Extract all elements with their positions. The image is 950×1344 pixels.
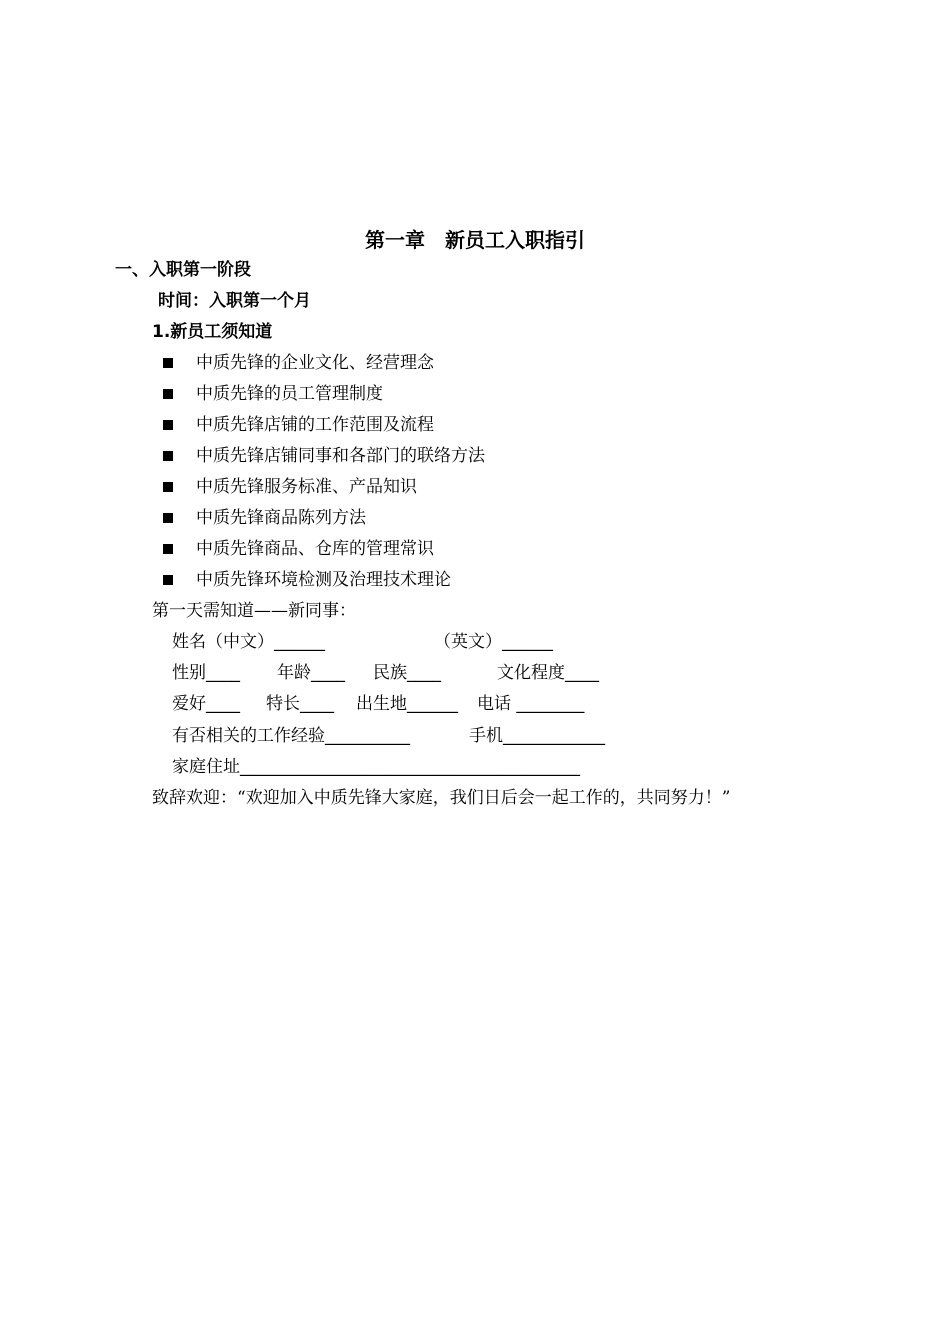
square-bullet-icon <box>163 544 173 554</box>
list-item <box>163 537 434 561</box>
subsection-heading: 1.新员工须知道 <box>152 322 273 342</box>
square-bullet-icon <box>163 358 173 368</box>
welcome-line: 致辞欢迎：“欢迎加入中质先锋大家庭，我们日后会一起工作的，共同努力！” <box>152 788 731 808</box>
square-bullet-icon <box>163 420 173 430</box>
phone-field: 电话 ________ <box>477 694 585 714</box>
hobby-field: 爱好____ <box>172 694 240 714</box>
section-heading: 一、入职第一阶段 <box>115 260 251 280</box>
birthplace-field: 出生地______ <box>356 694 458 714</box>
name-cn-field: 姓名（中文）______ <box>172 632 325 652</box>
list-item-text: 中质先锋的员工管理制度 <box>196 384 383 404</box>
ethnicity-field: 民族____ <box>373 663 441 683</box>
square-bullet-icon <box>163 482 173 492</box>
square-bullet-icon <box>163 389 173 399</box>
list-item-text: 中质先锋店铺的工作范围及流程 <box>196 415 434 435</box>
list-item <box>163 413 434 437</box>
list-item <box>163 444 485 468</box>
list-item-text: 中质先锋商品、仓库的管理常识 <box>196 539 434 559</box>
first-day-line: 第一天需知道——新同事： <box>152 601 356 621</box>
address-field: 家庭住址________________________________________ <box>172 757 580 777</box>
list-item-text: 中质先锋服务标准、产品知识 <box>196 477 417 497</box>
list-item <box>163 568 451 592</box>
specialty-field: 特长____ <box>266 694 334 714</box>
list-item <box>163 475 417 499</box>
list-item <box>163 351 434 375</box>
page-title: 第一章 新员工入职指引 <box>365 228 585 252</box>
list-item-text: 中质先锋店铺同事和各部门的联络方法 <box>196 446 485 466</box>
square-bullet-icon <box>163 575 173 585</box>
mobile-field: 手机____________ <box>469 726 605 746</box>
gender-field: 性别____ <box>172 663 240 683</box>
list-item <box>163 382 383 406</box>
age-field: 年龄____ <box>277 663 345 683</box>
list-item-text: 中质先锋商品陈列方法 <box>196 508 366 528</box>
square-bullet-icon <box>163 513 173 523</box>
list-item-text: 中质先锋的企业文化、经营理念 <box>196 353 434 373</box>
time-line: 时间：入职第一个月 <box>158 291 311 311</box>
list-item-text: 中质先锋环境检测及治理技术理论 <box>196 570 451 590</box>
name-en-field: （英文）______ <box>434 632 553 652</box>
list-item <box>163 506 366 530</box>
experience-field: 有否相关的工作经验__________ <box>172 726 410 746</box>
square-bullet-icon <box>163 451 173 461</box>
education-field: 文化程度____ <box>497 663 599 683</box>
